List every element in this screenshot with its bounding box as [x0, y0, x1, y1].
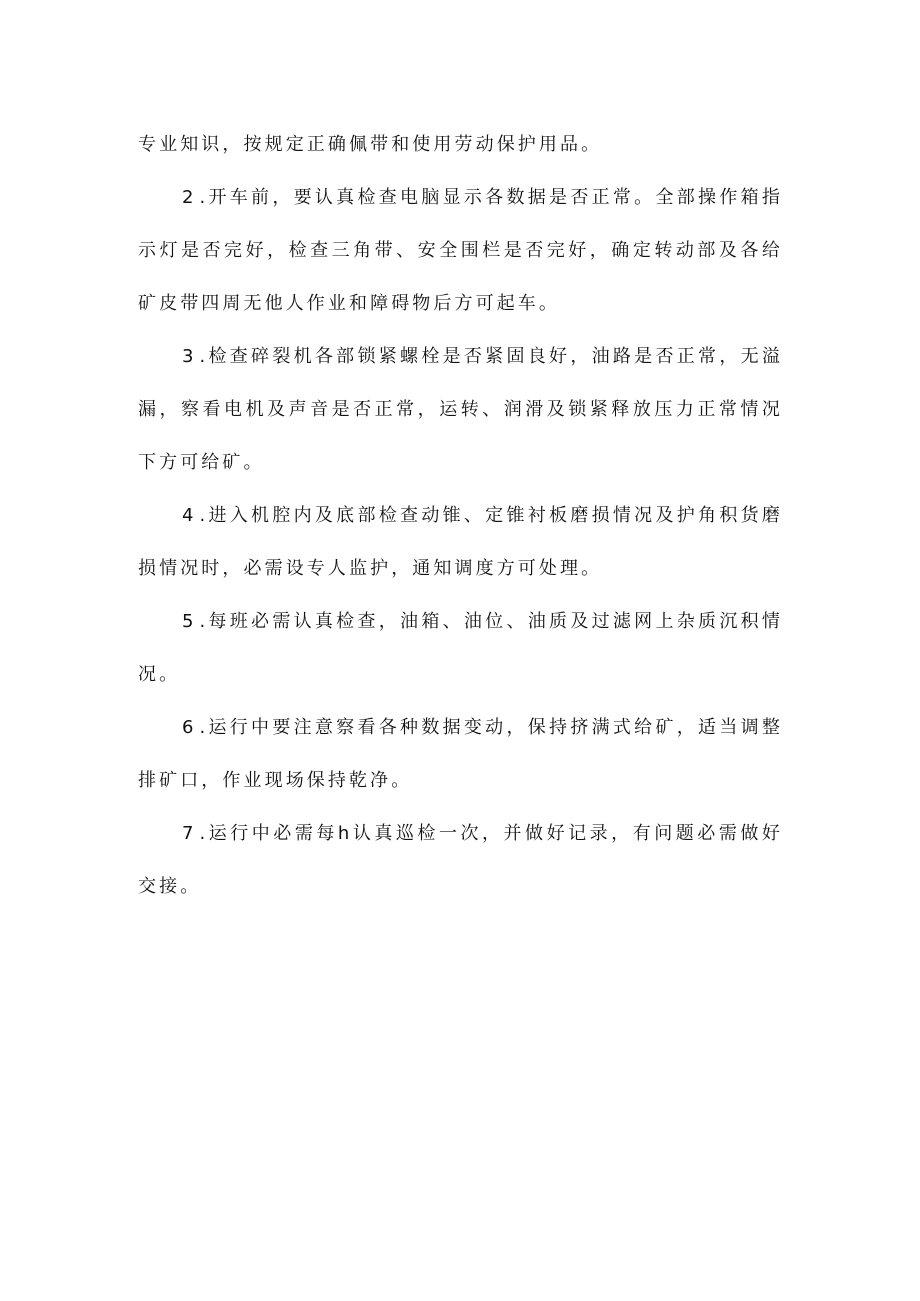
paragraph-text: .每班必需认真检查，油箱、油位、油质及过滤网上杂质沉积情况。: [138, 611, 783, 685]
paragraph-text: .运行中要注意察看各种数据变动，保持挤满式给矿，适当调整排矿口，作业现场保持乾净。: [138, 717, 783, 791]
item-number: 2: [182, 187, 194, 208]
paragraph-item-6: [138, 701, 783, 807]
paragraph-text: .检查碎裂机各部锁紧螺栓是否紧固良好，油路是否正常，无溢漏，察看电机及声音是否正常，运转、润滑及锁紧释放压力正常情况下方可给矿。: [138, 346, 783, 473]
item-number: 3: [182, 346, 194, 367]
document-body: [138, 118, 783, 913]
paragraph-continuation: [138, 118, 783, 171]
paragraph-item-3: [138, 330, 783, 489]
item-number: 6: [182, 717, 194, 738]
paragraph-item-7: [138, 807, 783, 913]
paragraph-text: .进入机腔内及底部检查动锥、定锥衬板磨损情况及护角积货磨损情况时，必需设专人监护，通知调度方可处理。: [138, 505, 783, 579]
paragraph-item-5: [138, 595, 783, 701]
paragraph-item-4: [138, 489, 783, 595]
paragraph-item-2: [138, 171, 783, 330]
item-number: 4: [182, 505, 194, 526]
item-number: 5: [182, 611, 194, 632]
paragraph-text: 专业知识，按规定正确佩带和使用劳动保护用品。: [138, 134, 603, 155]
paragraph-text: .运行中必需每h认真巡检一次，并做好记录，有问题必需做好交接。: [138, 823, 783, 897]
paragraph-text: .开车前，要认真检查电脑显示各数据是否正常。全部操作箱指示灯是否完好，检查三角带、安全围栏是否完好，确定转动部及各给矿皮带四周无他人作业和障碍物后方可起车。: [138, 187, 783, 314]
item-number: 7: [182, 823, 194, 844]
